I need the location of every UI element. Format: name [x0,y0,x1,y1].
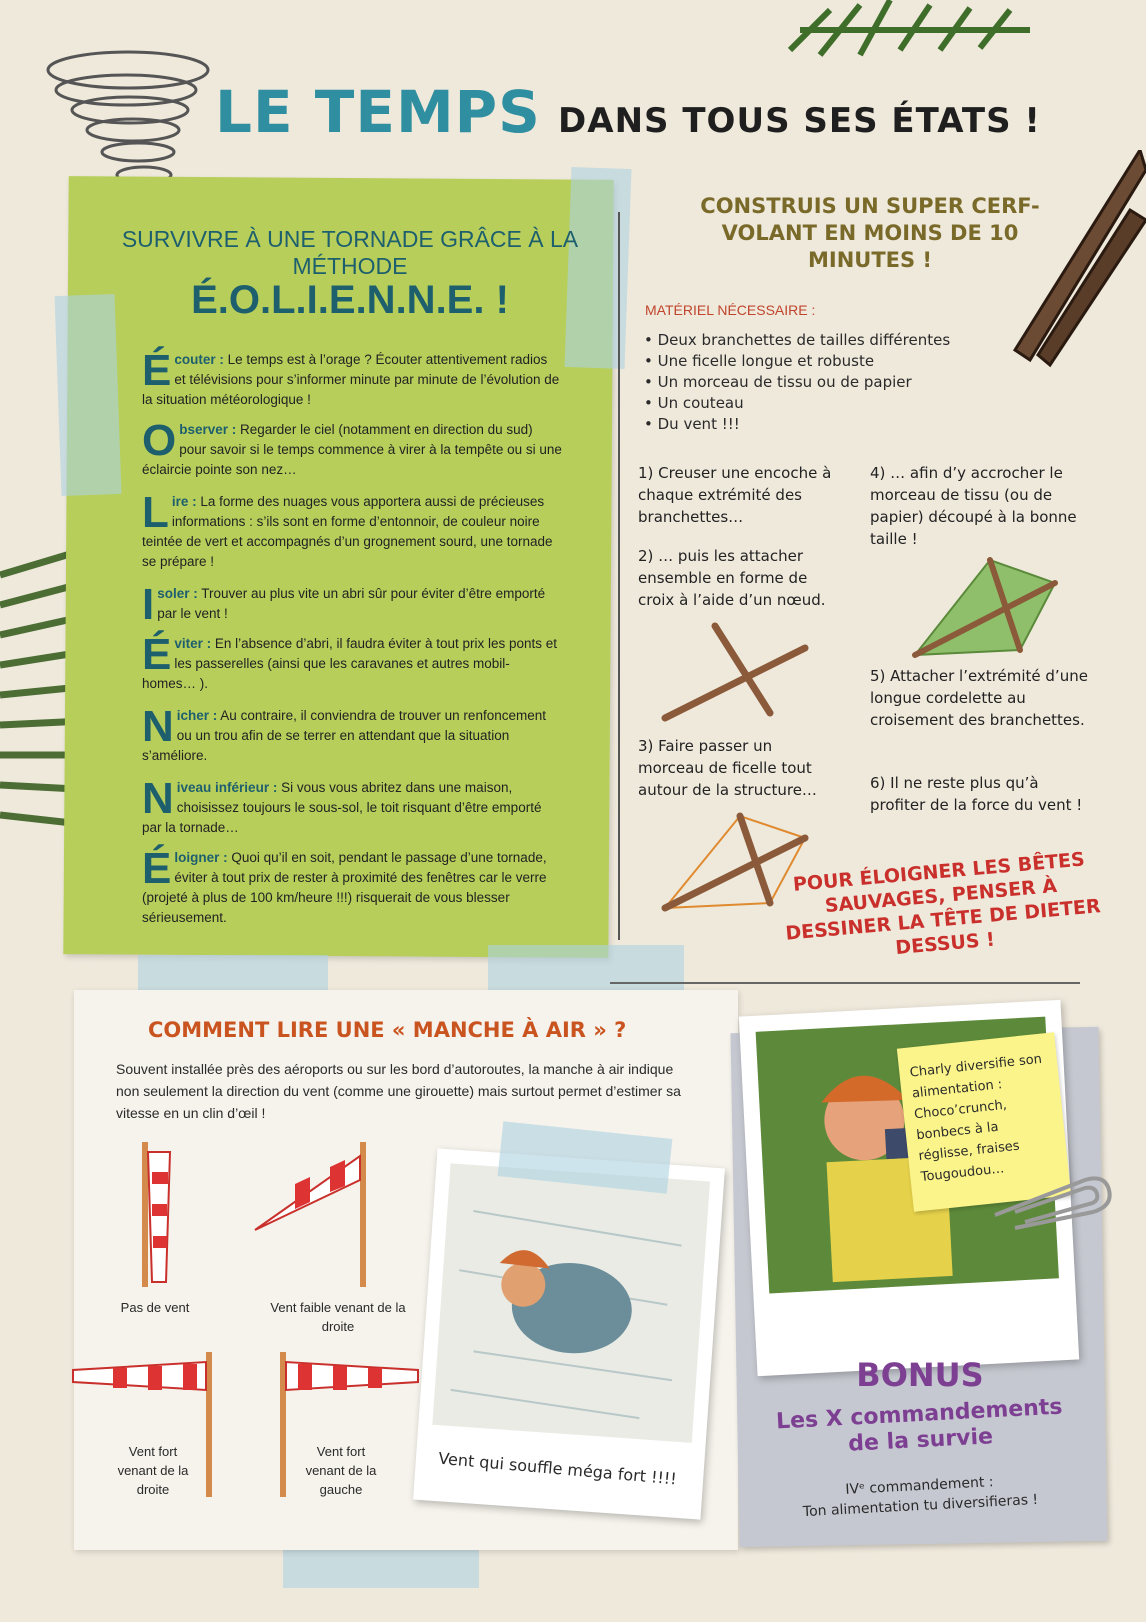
list-item: • Deux branchettes de tailles différentes [644,330,950,351]
paperclip-icon [985,1170,1115,1230]
horizontal-divider [610,982,1080,984]
windblown-character-illustration [417,1148,725,1457]
commandment-label: IVᵉ commandement : [845,1474,994,1498]
tornado-heading: SURVIVRE À UNE TORNADE GRÂCE À LA MÉTHODE [121,226,579,279]
kite-title: CONSTRUIS UN SUPER CERF-VOLANT EN MOINS DE 10 MINUTES ! [700,194,1040,272]
kite-fabric-illustration [905,555,1065,665]
method-item: Isoler : Trouver au plus vite un abri sûr pour éviter d’être emporté par le vent ! [142,580,546,629]
method-item: Éloigner : Quoi qu’il en soit, pendant le passage d’une tornade, éviter à tout prix de rester à proximité des fenêtres car le verre (projeté à plus de 100 km/heure !!!) risquerait de vous blesser sérieusement. [142,844,547,925]
palm-leaf-top-illustration [780,0,1040,60]
method-item: Observer : Regarder le ciel (notamment en direction du sud) pour savoir si le temps commence à virer à la tempête ou si une éclaircie pointe son nez… [142,416,562,477]
sticky-note-text: Charly diversifie son alimentation : Choco’crunch, bonbecs à la réglisse, fraises Tougoudou… [909,1051,1043,1185]
kite-step: 5) Attacher l’extrémité d’une longue cordelette au croisement des branchettes. [870,667,1088,729]
list-item: • Un couteau [644,393,950,414]
tornado-method: É.O.L.I.E.N.N.E. ! [191,278,509,322]
kite-step: 4) … afin d’y accrocher le morceau de tissu (ou de papier) découpé à la bonne taille ! [870,464,1077,548]
windsock-light-wind-icon [250,1142,380,1292]
photo-caption: Vent qui souffle méga fort !!!! [437,1448,678,1489]
wild-beasts-tip: POUR ÉLOIGNER LES BÊTES SAUVAGES, PENSER À DESSINER LA TÊTE DE DIETER DESSUS ! [784,848,1102,960]
kite-step: 1) Creuser une encoche à chaque extrémité des branchettes… [638,464,832,526]
method-item: Niveau inférieur : Si vous vous abritez dans une maison, choisissez toujours le sous-sol, le toit risquant d’être emporté par la tornade… [142,774,542,835]
windsock-title: COMMENT LIRE UNE « MANCHE À AIR » ? [148,1018,627,1042]
windsock-no-wind-icon [130,1142,190,1292]
windsock-caption: Vent fort venant de la gauche [305,1444,377,1497]
list-item: • Une ficelle longue et robuste [644,351,950,372]
windsock-intro: Souvent installée près des aéroports ou sur les bord d’autoroutes, la manche à air indique non seulement la direction du vent (comme une girouette) mais surtout permet d’estimer sa vitesse en un clin d’œil ! [116,1061,681,1121]
materials-list [644,330,950,435]
title-big: LE TEMPS [215,78,541,146]
windsock-caption: Vent fort venant de la droite [117,1444,189,1497]
vertical-divider [618,212,620,940]
windsock-caption: Vent faible venant de la droite [270,1300,406,1334]
page-title [215,78,1115,158]
kite-step: 3) Faire passer un morceau de ficelle tout autour de la structure… [638,737,817,799]
tape [55,294,122,496]
kite-step: 6) Il ne reste plus qu’à profiter de la force du vent ! [870,774,1083,814]
kite-step: 2) … puis les attacher ensemble en forme de croix à l’aide d’un nœud. [638,547,826,609]
bonus-title: BONUS [856,1356,984,1394]
bonus-subtitle: Les X commandements de la survie [775,1394,1064,1457]
windsock-caption: Pas de vent [120,1300,190,1315]
list-item: • Du vent !!! [644,414,950,435]
method-item: Éviter : En l’absence d’abri, il faudra éviter à tout prix les ponts et les passerelles (ainsi que les caravanes et autres mobil-homes… ). [142,630,558,691]
method-item: Nicher : Au contraire, il conviendra de trouver un renfoncement ou un trou afin de se terrer en attendant que la situation s’améliore. [142,702,546,763]
method-item: Lire : La forme des nuages vous apportera aussi de précieuses informations : s’ils sont en forme d’entonnoir, de couleur noire teintée de vert et accompagnés d’un grognement sourd, une tornade se prépare ! [142,488,553,569]
title-small: DANS TOUS SES ÉTATS ! [558,101,1041,141]
materials-title: MATÉRIEL NÉCESSAIRE : [645,302,816,318]
list-item: • Un morceau de tissu ou de papier [644,372,950,393]
commandment-text: Ton alimentation tu diversifieras ! [802,1491,1039,1521]
kite-cross-illustration [655,618,815,728]
method-item: Écouter : Le temps est à l’orage ? Écouter attentivement radios et télévisions pour s’informer minute par minute de l’évolution de la situation météorologique ! [142,346,560,407]
